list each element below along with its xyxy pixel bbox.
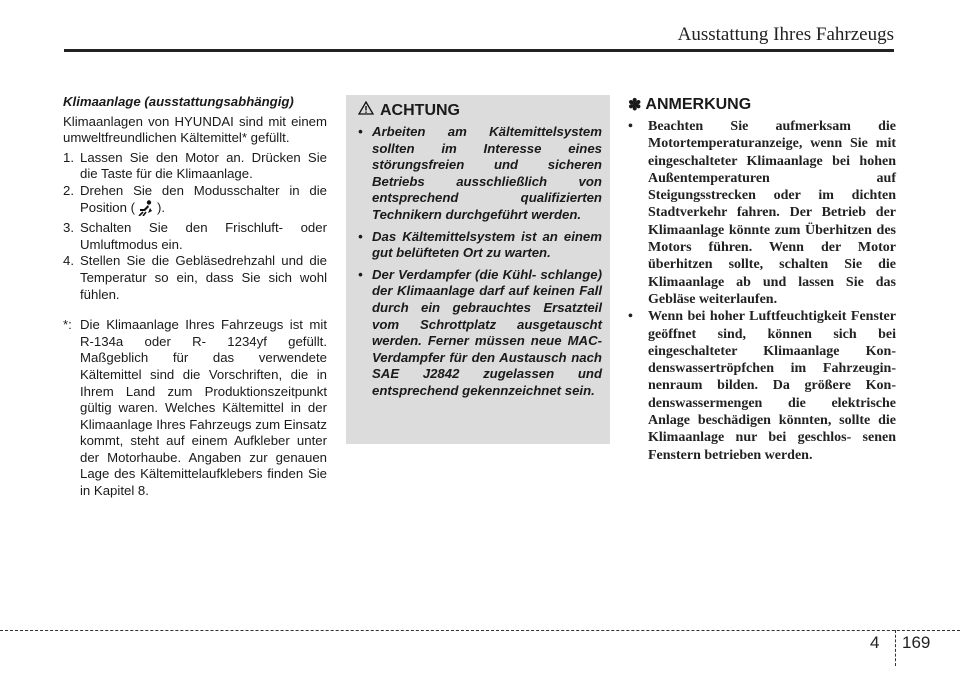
footnote [63, 317, 327, 500]
warning-triangle-icon [358, 101, 380, 120]
caution-item-text: Der Verdampfer (die Kühl- schlange) der Klimaanlage darf auf keinen Fall durch ein gebrauchtes Ersatzteil vom Schrottplatz ausgetauscht werden. Ferner müssen neue MAC-Verdampfer für den Austausch nach SAE J2842 zugelassen und entsprechend gekennzeichnet sein. [372, 266, 602, 398]
list-item [63, 183, 327, 220]
list-item [628, 118, 896, 308]
list-item [628, 308, 896, 464]
footnote-text: Die Klimaanlage Ihres Fahrzeugs ist mit R-134a oder R- 1234yf gefüllt. Maßgeblich für das verwendete Kältemittel sind die Vorschriften, die in Ihrem Land zum Produktionszeitpunkt gültig waren. Welches Kältemittel in der Klimaanlage Ihres Fahrzeugs zum Einsatz kommt, steht auf einem Aufkleber unter der Motorhaube. Angaben zur genauen Lage des Kältemittelaufklebers finden Sie in Kapitel 8. [80, 317, 328, 499]
step-text: Lassen Sie den Motor an. Drücken Sie die Taste für die Klimaanlage. [80, 149, 327, 182]
step-number: 2. [63, 182, 74, 198]
chapter-number: 4 [870, 633, 880, 652]
note-title: ANMERKUNG [645, 96, 752, 113]
section-heading: Klimaanlage (ausstattungsabhängig) [63, 94, 294, 109]
list-item [358, 229, 602, 262]
step-text-before: Drehen Sie den Modusschalter in die Position ( [80, 182, 327, 215]
note-star-icon: ✽ [628, 97, 642, 114]
footer-rule [0, 630, 960, 631]
bullet: • [358, 266, 363, 282]
page-header-title: Ausstattung Ihres Fahrzeugs [677, 24, 894, 45]
caution-item-text: Arbeiten am Kältemittelsystem sollten im Interesse eines störungsfreien und sicheren Betriebs ausschließlich von entsprechend qualifizierten Technikern durchgeführt werden. [372, 124, 602, 222]
note-item-text: Wenn bei hoher Luftfeuchtigkeit Fenster geöffnet sind, können sich bei eingeschalteter Klimaanlage Kon- denswassertröpfchen im Fahrzeugin- nenraum bilden. Da größere Kon- denswassermengen die elektrische Anlage beschädigen könnten, sollte die Klimaanlage nur bei geschlos- senen Fenstern betrieben werden. [648, 309, 896, 463]
note-list [628, 118, 896, 464]
caution-list [358, 124, 602, 400]
step-number: 3. [63, 220, 74, 236]
note-item-text: Beachten Sie aufmerksam die Motortemperaturanzeige, wenn Sie mit eingeschalteter Klimaanlage bei hohen Außentemperaturen auf Steigungsstrecken oder im dichten Stadtverkehr fahren. Der Betrieb der Klimaanlage könnte zum Überhitzen des Motors führen. Wenn der Motor überhitzen sollte, schalten Sie die Klimaanlage ab und lassen Sie das Gebläse weiterlaufen. [648, 119, 896, 307]
step-number: 4. [63, 253, 74, 269]
caution-heading [358, 101, 602, 120]
footer-divider [895, 630, 896, 666]
caution-item-text: Das Kältemittelsystem ist an einem gut belüfteten Ort zu warten. [372, 228, 602, 261]
intro-paragraph: Klimaanlagen von HYUNDAI sind mit einem umweltfreundlichen Kältemittel* gefüllt. [63, 113, 327, 146]
list-item [358, 267, 602, 400]
step-text [80, 183, 327, 220]
step-text: Stellen Sie die Gebläsedrehzahl und die Temperatur so ein, dass Sie sich wohl fühlen. [80, 253, 327, 302]
steps-list [63, 150, 327, 303]
list-item [63, 150, 327, 183]
bullet: • [628, 119, 633, 134]
list-item [63, 220, 327, 253]
note-box [628, 95, 896, 464]
left-column [63, 94, 327, 500]
bullet: • [358, 228, 363, 244]
bullet: • [358, 124, 363, 139]
list-item [358, 124, 602, 224]
note-heading [628, 95, 896, 115]
caution-title: ACHTUNG [380, 101, 460, 119]
page-number: 169 [902, 633, 931, 652]
step-text: Schalten Sie den Frischluft- oder Umluftmodus ein. [80, 220, 327, 252]
step-number: 1. [63, 149, 74, 165]
floor-vent-mode-icon [137, 200, 155, 221]
bullet: • [628, 309, 633, 325]
caution-box [346, 95, 610, 444]
header-rule [64, 49, 894, 52]
footnote-mark: *: [63, 317, 72, 333]
list-item [63, 253, 327, 303]
step-text-after: ). [156, 199, 166, 215]
